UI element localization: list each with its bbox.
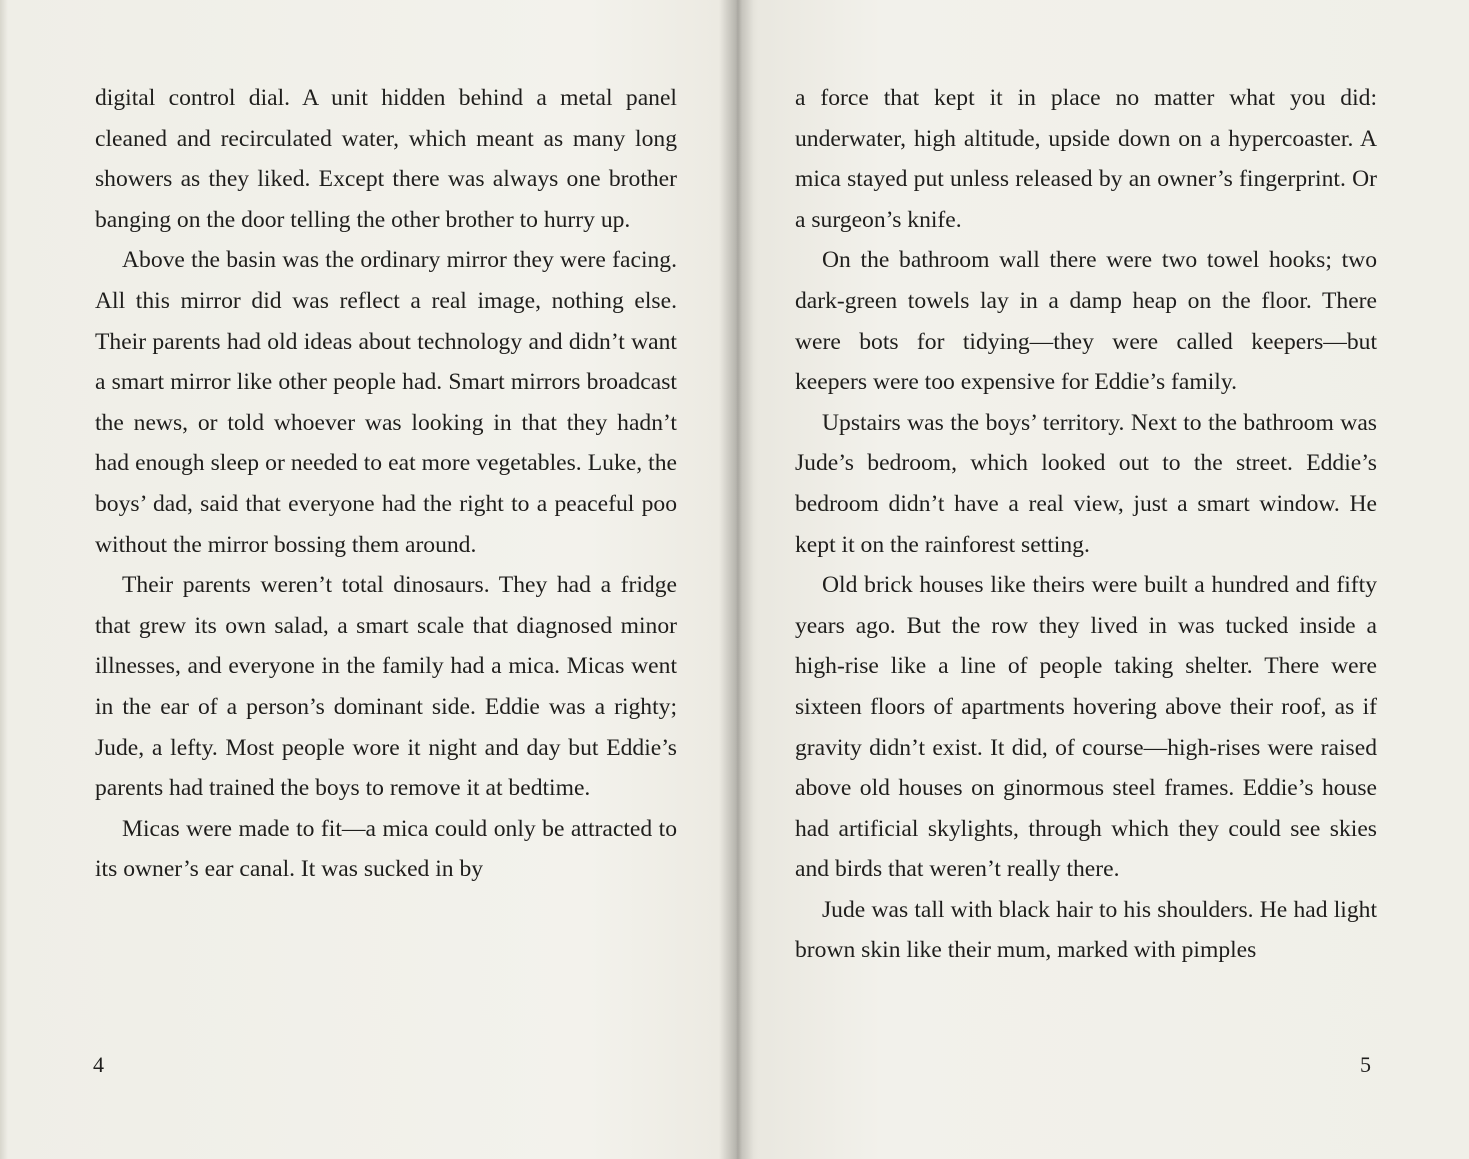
paragraph: Above the basin was the ordinary mirror they were facing. All this mirror did was reflect a real image, nothing else. Their parents had old ideas about technology and didn’t want a smart mirror like other people had. Smart mirrors broadcast the news, or told whoever was looking in that they hadn’t had enough sleep or needed to eat more vegetables. Luke, the boys’ dad, said that everyone had the right to a peaceful poo without the mirror bossing them around. [95,247,677,558]
paragraph: a force that kept it in place no matter what you did: underwater, high altitude, upside down on a hypercoaster. A mica stayed put unless released by an owner’s fingerprint. Or a surgeon’s knife. [795,85,1377,233]
page-number-left: 4 [93,1052,104,1077]
right-page-text [795,78,1377,971]
book-gutter [718,0,758,1159]
paragraph: Jude was tall with black hair to his shoulders. He had light brown skin like their mum, marked with pimples [795,896,1377,964]
paragraph: digital control dial. A unit hidden behind a metal panel cleaned and recirculated water, which meant as many long showers as they liked. Except there was always one brother banging on the door telling the other brother to hurry up. [95,85,677,233]
paragraph: On the bathroom wall there were two towel hooks; two dark-green towels lay in a damp heap on the floor. There were bots for tidying—they were called keepers—but keepers were too expensive for Eddie’s family. [795,247,1377,396]
paragraph: Old brick houses like theirs were built a hundred and fifty years ago. But the row they lived in was tucked inside a high-rise like a line of people taking shelter. There were sixteen floors of apartments hovering above their roof, as if gravity didn’t exist. It did, of course—high-rises were raised above old houses on ginormous steel frames. Eddie’s house had artificial skylights, through which they could see skies and birds that weren’t really there. [795,572,1377,883]
page-edge [0,0,8,1159]
left-page-text [95,78,677,890]
paragraph: Upstairs was the boys’ territory. Next to the bathroom was Jude’s bedroom, which looked out to the street. Eddie’s bedroom didn’t have a real view, just a smart window. He kept it on the rainforest setting. [795,409,1377,558]
paragraph: Micas were made to fit—a mica could only be attracted to its owner’s ear canal. It was sucked in by [95,815,677,883]
page-number-right: 5 [1360,1052,1371,1077]
paragraph: Their parents weren’t total dinosaurs. They had a fridge that grew its own salad, a smart scale that diagnosed minor illnesses, and everyone in the family had a mica. Micas went in the ear of a person’s dominant side. Eddie was a righty; Jude, a lefty. Most people wore it night and day but Eddie’s parents had trained the boys to remove it at bedtime. [95,572,677,802]
